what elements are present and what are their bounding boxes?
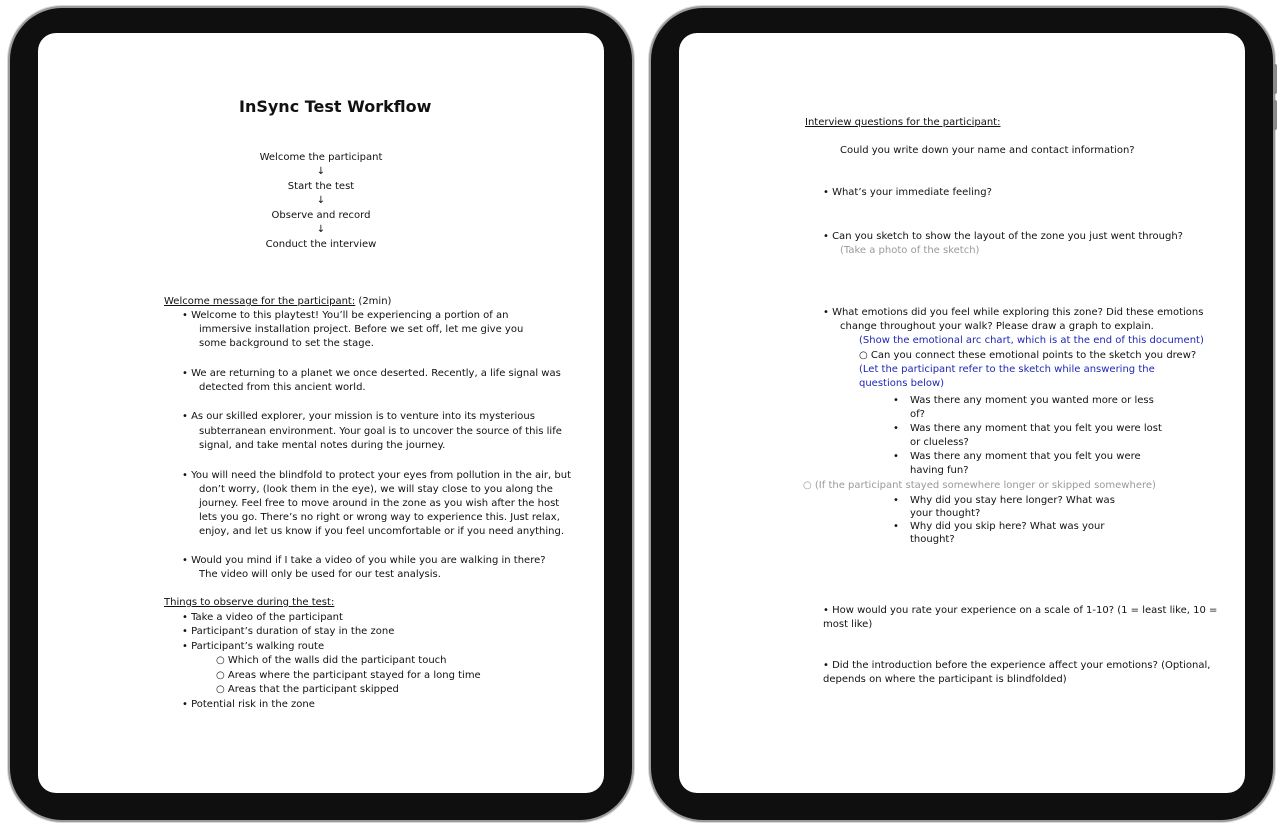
welcome-item-line: The video will only be used for our test analysis. <box>199 569 441 580</box>
question-name: Could you write down your name and contact information? <box>840 145 1135 156</box>
welcome-item: • You will need the blindfold to protect your eyes from pollution in the air, but <box>182 470 572 481</box>
question-emotions-line: change throughout your walk? Please draw a graph to explain. <box>840 321 1154 332</box>
emotions-note: (Show the emotional arc chart, which is at the end of this document) <box>859 335 1204 346</box>
flow-arrow: ↓ <box>316 166 326 177</box>
sub-question: Was there any moment you wanted more or less <box>910 395 1154 406</box>
observe-item: • Take a video of the participant <box>182 612 343 623</box>
question-sketch-note: (Take a photo of the sketch) <box>840 245 980 256</box>
question-connect: ○ Can you connect these emotional points to the sketch you drew? <box>859 350 1197 361</box>
welcome-item: • We are returning to a planet we once deserted. Recently, a life signal was <box>182 368 561 379</box>
welcome-item-line: some background to set the stage. <box>199 338 374 349</box>
interview-heading: Interview questions for the participant: <box>805 117 1001 128</box>
why-question: Why did you skip here? What was your <box>910 521 1105 532</box>
question-rate-line: most like) <box>823 619 873 630</box>
sub-question-line: or clueless? <box>910 437 969 448</box>
bullet: • <box>893 521 899 532</box>
connect-note-line: questions below) <box>859 378 945 389</box>
welcome-item: • Would you mind if I take a video of you while you are walking in there? <box>182 555 546 566</box>
observe-heading: Things to observe during the test: <box>164 597 335 608</box>
sub-question-line: of? <box>910 409 925 420</box>
why-question: Why did you stay here longer? What was <box>910 495 1115 506</box>
welcome-item-line: journey. Feel free to move around in the zone as you wish after the host <box>199 498 560 509</box>
welcome-item-line: lets you go. There’s no right or wrong way to experience this. Just relax, <box>199 512 560 523</box>
observe-subitem: ○ Areas where the participant stayed for a long time <box>216 670 481 681</box>
volume-up-button <box>1273 64 1277 94</box>
stayed-note: ○ (If the participant stayed somewhere longer or skipped somewhere) <box>803 480 1156 491</box>
flow-arrow: ↓ <box>316 224 326 235</box>
bullet: • <box>893 423 899 434</box>
flow-step: Start the test <box>287 181 355 192</box>
flow-arrow: ↓ <box>316 195 326 206</box>
welcome-item-line: immersive installation project. Before we set off, let me give you <box>199 324 524 335</box>
welcome-item: • Welcome to this playtest! You’ll be experiencing a portion of an <box>182 310 509 321</box>
welcome-item-line: don’t worry, (look them in the eye), we will stay close to you along the <box>199 484 553 495</box>
page-title: InSync Test Workflow <box>239 97 432 116</box>
observe-item: • Potential risk in the zone <box>182 699 315 710</box>
flow-step: Conduct the interview <box>265 239 377 250</box>
left-tablet-frame <box>10 8 632 820</box>
volume-down-button <box>1273 100 1277 130</box>
left-document-page <box>38 33 604 793</box>
sub-question: Was there any moment that you felt you were <box>910 451 1141 462</box>
welcome-heading: Welcome message for the participant: (2min) <box>164 296 392 307</box>
sub-question-line: having fun? <box>910 465 969 476</box>
question-emotions: • What emotions did you feel while exploring this zone? Did these emotions <box>823 307 1204 318</box>
observe-subitem: ○ Which of the walls did the participant touch <box>216 655 447 666</box>
flow-step: Observe and record <box>271 210 371 221</box>
welcome-item: • As our skilled explorer, your mission is to venture into its mysterious <box>182 411 535 422</box>
bullet: • <box>893 495 899 506</box>
right-tablet-frame <box>651 8 1273 820</box>
observe-subitem: ○ Areas that the participant skipped <box>216 684 399 695</box>
connect-note: (Let the participant refer to the sketch while answering the <box>859 364 1155 375</box>
welcome-item-line: signal, and take mental notes during the journey. <box>199 440 446 451</box>
why-question-line: thought? <box>910 534 955 545</box>
why-question-line: your thought? <box>910 508 981 519</box>
welcome-item-line: detected from this ancient world. <box>199 382 366 393</box>
observe-item: • Participant’s duration of stay in the zone <box>182 626 395 637</box>
observe-item: • Participant’s walking route <box>182 641 325 652</box>
welcome-item-line: enjoy, and let us know if you feel uncomfortable or if you need anything. <box>199 526 565 537</box>
flow-step: Welcome the participant <box>259 152 383 163</box>
question-intro-line: depends on where the participant is blindfolded) <box>823 674 1067 685</box>
sub-question: Was there any moment that you felt you were lost <box>910 423 1162 434</box>
bullet: • <box>893 451 899 462</box>
question-rate: • How would you rate your experience on a scale of 1-10? (1 = least like, 10 = <box>823 605 1218 616</box>
question-intro: • Did the introduction before the experience affect your emotions? (Optional, <box>823 660 1211 671</box>
right-document-page <box>679 33 1245 793</box>
question-sketch: • Can you sketch to show the layout of the zone you just went through? <box>823 231 1183 242</box>
bullet: • <box>893 395 899 406</box>
welcome-item-line: subterranean environment. Your goal is to uncover the source of this life <box>199 426 562 437</box>
question-feeling: • What’s your immediate feeling? <box>823 187 992 198</box>
